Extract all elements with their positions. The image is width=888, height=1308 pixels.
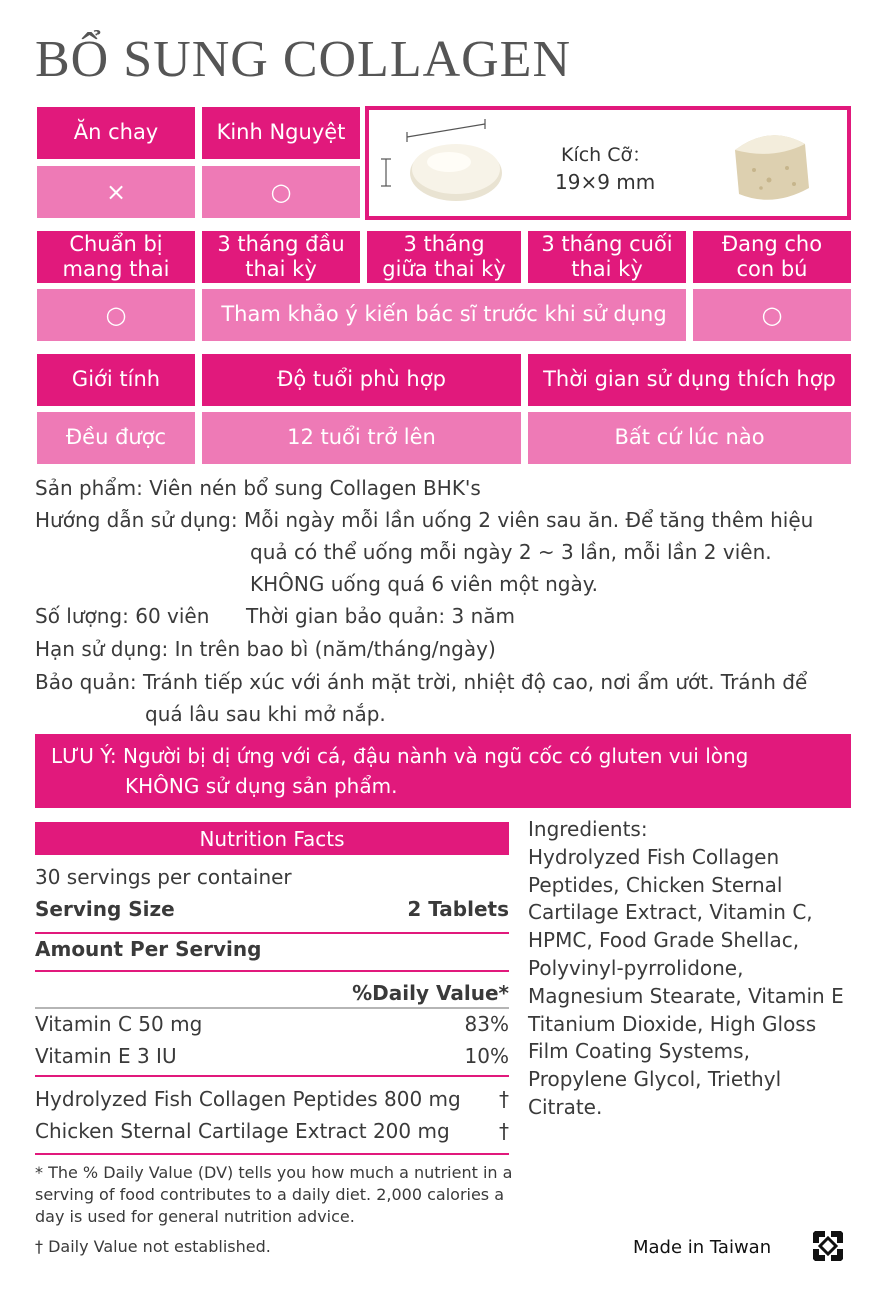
- expiry: Hạn sử dụng: In trên bao bì (năm/tháng/ngày): [35, 637, 496, 661]
- nutrient-row: [35, 1119, 509, 1143]
- pregnancy-header-first: 3 tháng đầu thai kỳ: [202, 231, 360, 283]
- directions-line-2: quả có thể uống mỗi ngày 2 ~ 3 lần, mỗi lần 2 viên.: [250, 540, 772, 564]
- menstrual-value: ○: [202, 166, 360, 218]
- ingredients-text: Ingredients: Hydrolyzed Fish Collagen Peptides, Chicken Sternal Cartilage Extract, Vitamin C, HPMC, Food Grade Shellac, Polyvinyl-pyrrolidone, Magnesium Stearate, Vitamin E Titanium Dioxide, High Gloss Film Coating Systems, Propylene Glycol, Triethyl Citrate.: [528, 817, 844, 1119]
- usage-time-value: Bất cứ lúc nào: [528, 412, 851, 464]
- directions-line-1: Hướng dẫn sử dụng: Mỗi ngày mỗi lần uống 2 viên sau ăn. Để tăng thêm hiệu: [35, 508, 814, 532]
- divider: [35, 1153, 509, 1155]
- nutrient-name: Hydrolyzed Fish Collagen Peptides 800 mg: [35, 1087, 461, 1111]
- nutrient-value: 10%: [464, 1044, 509, 1068]
- daily-value-footnote: * The % Daily Value (DV) tells you how much a nutrient in a serving of food contributes to a daily diet. 2,000 calories a day is used for general nutrition advice.: [35, 1163, 513, 1226]
- notice-line-2: KHÔNG sử dụng sản phẩm.: [125, 774, 398, 798]
- servings-text: 30 servings per container: [35, 865, 292, 889]
- usage-time-label: Thời gian sử dụng thích hợp: [528, 354, 851, 406]
- nutrient-value: †: [499, 1087, 509, 1111]
- pregnancy-header-third: 3 tháng cuối thai kỳ: [528, 231, 686, 283]
- directions-line-3: KHÔNG uống quá 6 viên một ngày.: [250, 572, 599, 596]
- menstrual-label: Kinh Nguyệt: [202, 107, 360, 159]
- daily-value-row: [35, 981, 509, 1005]
- divider: [35, 1075, 509, 1077]
- page-title: BỔ SUNG COLLAGEN: [35, 31, 571, 88]
- amount-per-serving-label: Amount Per Serving: [35, 937, 262, 961]
- nutrient-name: Vitamin C 50 mg: [35, 1012, 203, 1036]
- nutrient-row: [35, 1087, 509, 1111]
- size-label: Kích Cỡ：: [561, 144, 652, 166]
- serving-size-row: [35, 897, 509, 921]
- vegetarian-label: Ăn chay: [37, 107, 195, 159]
- gender-label: Giới tính: [37, 354, 195, 406]
- recycle-icon: [809, 1227, 847, 1265]
- pregnancy-breastfeeding-value: ○: [693, 289, 851, 341]
- storage-line-1: Bảo quản: Tránh tiếp xúc với ánh mặt trời, nhiệt độ cao, nơi ẩm ướt. Tránh để: [35, 670, 808, 694]
- nutrient-value: 83%: [464, 1012, 509, 1036]
- gender-value: Đều được: [37, 412, 195, 464]
- vegetarian-value: ×: [37, 166, 195, 218]
- serving-size-value: 2 Tablets: [407, 897, 509, 921]
- nutrient-value: †: [499, 1119, 509, 1143]
- pregnancy-header-second: 3 tháng giữa thai kỳ: [367, 231, 521, 283]
- age-value: 12 tuổi trở lên: [202, 412, 521, 464]
- dagger-footnote: † Daily Value not established.: [35, 1237, 271, 1256]
- pregnancy-header-prep: Chuẩn bị mang thai: [37, 231, 195, 283]
- made-in-label: Made in Taiwan: [633, 1237, 772, 1258]
- allergy-notice: [35, 734, 851, 808]
- serving-size-label: Serving Size: [35, 897, 175, 921]
- pregnancy-consult-value: Tham khảo ý kiến bác sĩ trước khi sử dụng: [202, 289, 686, 341]
- divider: [35, 932, 509, 934]
- nutrition-facts-header: Nutrition Facts: [35, 822, 509, 855]
- pregnancy-prep-value: ○: [37, 289, 195, 341]
- servings-per-container: [35, 865, 509, 889]
- amount-row: [35, 937, 509, 961]
- notice-line-1: LƯU Ý: Người bị dị ứng với cá, đậu nành và ngũ cốc có gluten vui lòng: [51, 744, 749, 768]
- tablet-cross-section-image: [735, 135, 809, 199]
- divider: [35, 1007, 509, 1009]
- nutrient-row: [35, 1012, 509, 1036]
- product-name: Sản phẩm: Viên nén bổ sung Collagen BHK's: [35, 476, 481, 500]
- divider: [35, 970, 509, 972]
- daily-value-label: %Daily Value*: [352, 981, 509, 1005]
- age-label: Độ tuổi phù hợp: [202, 354, 521, 406]
- nutrient-name: Chicken Sternal Cartilage Extract 200 mg: [35, 1119, 450, 1143]
- storage-line-2: quá lâu sau khi mở nắp.: [145, 702, 386, 726]
- size-value: 19×9 mm: [555, 170, 656, 194]
- nutrient-name: Vitamin E 3 IU: [35, 1044, 177, 1068]
- tablet-image: [410, 144, 502, 201]
- nutrient-row: [35, 1044, 509, 1068]
- shelf-life: Thời gian bảo quản: 3 năm: [246, 604, 516, 628]
- pregnancy-header-breastfeeding: Đang cho con bú: [693, 231, 851, 283]
- quantity: Số lượng: 60 viên: [35, 604, 210, 628]
- tablet-size-box: [365, 106, 851, 220]
